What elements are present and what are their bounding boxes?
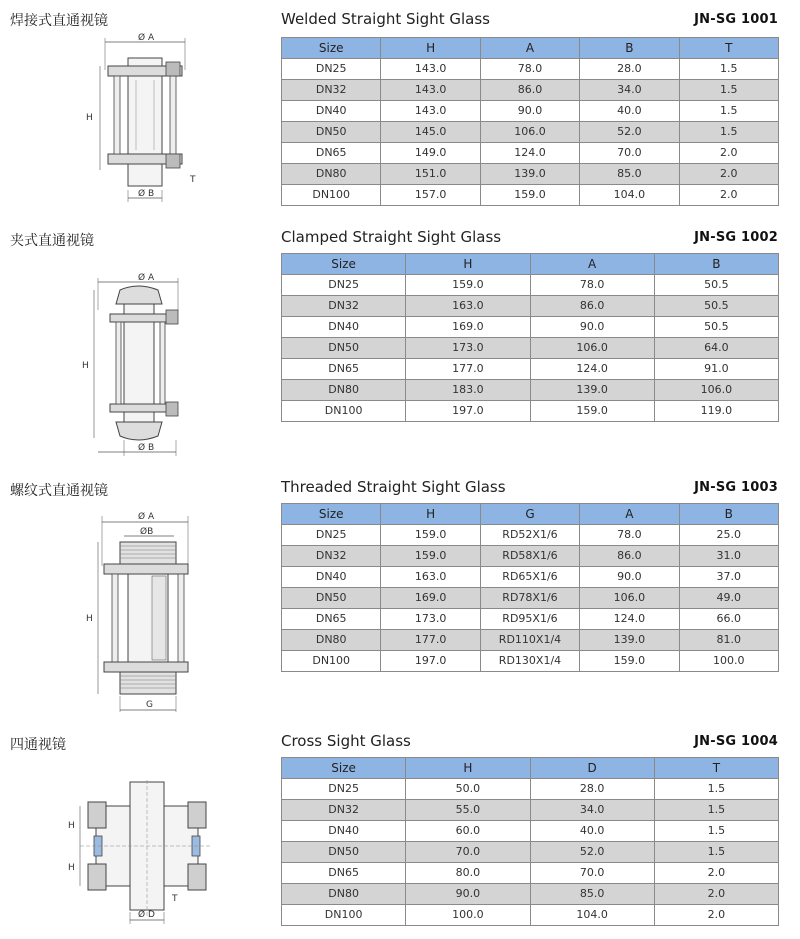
- table-cell: 106.0: [480, 122, 579, 143]
- table-cell: DN80: [282, 884, 406, 905]
- table-row: [282, 779, 779, 800]
- table-row: [282, 821, 779, 842]
- table-cell: 2.0: [654, 905, 778, 926]
- table-cell: 151.0: [381, 164, 480, 185]
- section-4-product-code: JN-SG 1004: [694, 734, 778, 749]
- table-cell: DN65: [282, 863, 406, 884]
- table-cell: 2.0: [679, 164, 778, 185]
- table-cell: 85.0: [580, 164, 679, 185]
- table-row: [282, 884, 779, 905]
- column-header: B: [679, 504, 778, 525]
- table-cell: 1.5: [679, 122, 778, 143]
- table-cell: 50.0: [406, 779, 530, 800]
- table-cell: 50.5: [654, 296, 778, 317]
- table-cell: 40.0: [530, 821, 654, 842]
- dim-label-h-bottom: H: [68, 863, 75, 873]
- dim-label-a: Ø A: [138, 273, 155, 283]
- column-header: H: [381, 38, 480, 59]
- table-cell: 66.0: [679, 609, 778, 630]
- table-cell: 91.0: [654, 359, 778, 380]
- table-cell: RD78X1/6: [480, 588, 579, 609]
- table-row: [282, 401, 779, 422]
- table-row: [282, 275, 779, 296]
- dim-label-h: H: [82, 361, 89, 371]
- column-header: Size: [282, 758, 406, 779]
- dim-label-b: Ø B: [138, 443, 155, 453]
- table-cell: 81.0: [679, 630, 778, 651]
- dim-label-h: H: [86, 113, 93, 123]
- table-cell: 157.0: [381, 185, 480, 206]
- table-cell: 159.0: [406, 275, 530, 296]
- table-cell: 86.0: [580, 546, 679, 567]
- table-cell: RD52X1/6: [480, 525, 579, 546]
- dim-label-h: H: [86, 614, 93, 624]
- table-cell: RD58X1/6: [480, 546, 579, 567]
- table-row: [282, 546, 779, 567]
- table-cell: DN25: [282, 59, 381, 80]
- table-cell: 55.0: [406, 800, 530, 821]
- table-cell: DN25: [282, 275, 406, 296]
- table-cell: 85.0: [530, 884, 654, 905]
- table-cell: 1.5: [679, 59, 778, 80]
- section-1-product-code: JN-SG 1001: [694, 12, 778, 27]
- table-row: [282, 525, 779, 546]
- table-cell: 143.0: [381, 80, 480, 101]
- table-cell: 163.0: [406, 296, 530, 317]
- section-3-product-code: JN-SG 1003: [694, 480, 778, 495]
- dim-label-b: Ø B: [138, 189, 155, 199]
- dim-label-d: Ø D: [138, 910, 155, 920]
- column-header: Size: [282, 504, 381, 525]
- table-cell: 177.0: [406, 359, 530, 380]
- table-cell: 28.0: [530, 779, 654, 800]
- column-header: D: [530, 758, 654, 779]
- table-cell: 40.0: [580, 101, 679, 122]
- table-cell: DN80: [282, 380, 406, 401]
- table-cell: 177.0: [381, 630, 480, 651]
- table-cell: 1.5: [654, 821, 778, 842]
- clamped-sight-glass-drawing: [80, 270, 220, 460]
- table-header-row: [282, 758, 779, 779]
- table-cell: 1.5: [679, 101, 778, 122]
- table-row: [282, 338, 779, 359]
- column-header: A: [580, 504, 679, 525]
- table-row: [282, 651, 779, 672]
- table-cell: 143.0: [381, 59, 480, 80]
- table-cell: DN32: [282, 546, 381, 567]
- table-cell: 124.0: [580, 609, 679, 630]
- table-cell: RD130X1/4: [480, 651, 579, 672]
- table-cell: 143.0: [381, 101, 480, 122]
- table-cell: 104.0: [580, 185, 679, 206]
- table-cell: 145.0: [381, 122, 480, 143]
- table-cell: 52.0: [580, 122, 679, 143]
- table-cell: 78.0: [530, 275, 654, 296]
- section-4-en-title: Cross Sight Glass: [281, 732, 411, 750]
- table-row: [282, 609, 779, 630]
- table-cell: 64.0: [654, 338, 778, 359]
- table-row: [282, 380, 779, 401]
- table-cell: 104.0: [530, 905, 654, 926]
- table-row: [282, 863, 779, 884]
- column-header: Size: [282, 254, 406, 275]
- table-cell: 159.0: [530, 401, 654, 422]
- clamped-spec-table: [281, 253, 779, 422]
- table-cell: 70.0: [530, 863, 654, 884]
- table-cell: 173.0: [406, 338, 530, 359]
- table-cell: DN65: [282, 143, 381, 164]
- dim-label-t: T: [190, 175, 196, 185]
- table-cell: 1.5: [654, 779, 778, 800]
- table-cell: DN80: [282, 630, 381, 651]
- table-cell: 25.0: [679, 525, 778, 546]
- section-2-product-code: JN-SG 1002: [694, 230, 778, 245]
- table-cell: 124.0: [530, 359, 654, 380]
- table-cell: 2.0: [679, 143, 778, 164]
- table-cell: 100.0: [406, 905, 530, 926]
- table-row: [282, 80, 779, 101]
- section-2-en-title: Clamped Straight Sight Glass: [281, 228, 502, 246]
- table-cell: 169.0: [406, 317, 530, 338]
- column-header: T: [654, 758, 778, 779]
- table-row: [282, 359, 779, 380]
- table-cell: DN65: [282, 609, 381, 630]
- table-cell: RD65X1/6: [480, 567, 579, 588]
- table-cell: 60.0: [406, 821, 530, 842]
- column-header: A: [480, 38, 579, 59]
- table-row: [282, 800, 779, 821]
- table-cell: 119.0: [654, 401, 778, 422]
- table-cell: 159.0: [480, 185, 579, 206]
- table-cell: 106.0: [654, 380, 778, 401]
- table-cell: DN32: [282, 296, 406, 317]
- table-cell: DN50: [282, 338, 406, 359]
- table-cell: 197.0: [381, 651, 480, 672]
- threaded-sight-glass-drawing: [80, 506, 220, 716]
- section-3-cn-title: 螺纹式直通视镜: [10, 483, 108, 499]
- table-cell: 106.0: [530, 338, 654, 359]
- table-cell: 90.0: [580, 567, 679, 588]
- table-cell: 49.0: [679, 588, 778, 609]
- column-header: T: [679, 38, 778, 59]
- table-cell: 78.0: [480, 59, 579, 80]
- table-cell: 50.5: [654, 275, 778, 296]
- column-header: Size: [282, 38, 381, 59]
- column-header: A: [530, 254, 654, 275]
- table-row: [282, 588, 779, 609]
- dim-label-a: Ø A: [138, 33, 155, 43]
- table-row: [282, 567, 779, 588]
- table-cell: 159.0: [381, 546, 480, 567]
- table-cell: 100.0: [679, 651, 778, 672]
- table-cell: 2.0: [654, 863, 778, 884]
- table-cell: 31.0: [679, 546, 778, 567]
- dim-label-a: Ø A: [138, 512, 155, 522]
- dim-label-h-top: H: [68, 821, 75, 831]
- section-4-cn-title: 四通视镜: [10, 737, 66, 753]
- table-cell: DN25: [282, 779, 406, 800]
- table-cell: RD95X1/6: [480, 609, 579, 630]
- table-row: [282, 185, 779, 206]
- table-cell: DN100: [282, 905, 406, 926]
- table-cell: 106.0: [580, 588, 679, 609]
- table-cell: 1.5: [654, 842, 778, 863]
- table-cell: 2.0: [654, 884, 778, 905]
- table-cell: DN40: [282, 317, 406, 338]
- table-cell: DN25: [282, 525, 381, 546]
- table-cell: 183.0: [406, 380, 530, 401]
- table-cell: DN100: [282, 185, 381, 206]
- table-cell: DN65: [282, 359, 406, 380]
- table-cell: 70.0: [406, 842, 530, 863]
- table-cell: DN50: [282, 122, 381, 143]
- table-header-row: [282, 38, 779, 59]
- table-cell: DN40: [282, 101, 381, 122]
- dim-label-b: ØB: [140, 527, 154, 537]
- table-cell: 197.0: [406, 401, 530, 422]
- table-cell: 139.0: [480, 164, 579, 185]
- table-header-row: [282, 254, 779, 275]
- table-cell: 28.0: [580, 59, 679, 80]
- table-cell: DN40: [282, 567, 381, 588]
- dim-label-g: G: [146, 700, 153, 710]
- table-row: [282, 143, 779, 164]
- table-cell: DN100: [282, 651, 381, 672]
- table-cell: 90.0: [530, 317, 654, 338]
- table-cell: 52.0: [530, 842, 654, 863]
- table-cell: 80.0: [406, 863, 530, 884]
- table-cell: 124.0: [480, 143, 579, 164]
- section-1-cn-title: 焊接式直通视镜: [10, 13, 108, 29]
- table-cell: DN50: [282, 588, 381, 609]
- table-cell: 86.0: [480, 80, 579, 101]
- table-cell: DN40: [282, 821, 406, 842]
- table-cell: DN50: [282, 842, 406, 863]
- table-cell: DN32: [282, 80, 381, 101]
- table-row: [282, 122, 779, 143]
- welded-spec-table: [281, 37, 779, 206]
- table-cell: DN32: [282, 800, 406, 821]
- table-row: [282, 101, 779, 122]
- welded-sight-glass-drawing: [80, 30, 220, 210]
- table-cell: RD110X1/4: [480, 630, 579, 651]
- table-cell: 2.0: [679, 185, 778, 206]
- column-header: H: [406, 254, 530, 275]
- table-cell: 34.0: [580, 80, 679, 101]
- table-cell: 37.0: [679, 567, 778, 588]
- table-cell: 163.0: [381, 567, 480, 588]
- table-cell: 159.0: [580, 651, 679, 672]
- table-row: [282, 317, 779, 338]
- section-3-en-title: Threaded Straight Sight Glass: [281, 478, 506, 496]
- table-cell: 1.5: [679, 80, 778, 101]
- table-cell: 50.5: [654, 317, 778, 338]
- table-row: [282, 296, 779, 317]
- table-cell: 90.0: [480, 101, 579, 122]
- section-1-en-title: Welded Straight Sight Glass: [281, 10, 490, 28]
- table-cell: DN100: [282, 401, 406, 422]
- dim-label-t: T: [172, 894, 178, 904]
- table-cell: 139.0: [580, 630, 679, 651]
- column-header: G: [480, 504, 579, 525]
- column-header: B: [654, 254, 778, 275]
- section-2-cn-title: 夹式直通视镜: [10, 233, 94, 249]
- table-cell: 139.0: [530, 380, 654, 401]
- table-cell: 169.0: [381, 588, 480, 609]
- table-row: [282, 59, 779, 80]
- table-row: [282, 630, 779, 651]
- column-header: B: [580, 38, 679, 59]
- table-row: [282, 842, 779, 863]
- table-cell: 173.0: [381, 609, 480, 630]
- threaded-spec-table: [281, 503, 779, 672]
- column-header: H: [381, 504, 480, 525]
- table-cell: 90.0: [406, 884, 530, 905]
- table-cell: 149.0: [381, 143, 480, 164]
- table-cell: 159.0: [381, 525, 480, 546]
- table-cell: 78.0: [580, 525, 679, 546]
- cross-sight-glass-drawing: [60, 776, 230, 926]
- cross-spec-table: [281, 757, 779, 926]
- table-row: [282, 164, 779, 185]
- table-cell: 70.0: [580, 143, 679, 164]
- table-cell: 1.5: [654, 800, 778, 821]
- table-cell: 34.0: [530, 800, 654, 821]
- table-header-row: [282, 504, 779, 525]
- table-cell: DN80: [282, 164, 381, 185]
- column-header: H: [406, 758, 530, 779]
- table-row: [282, 905, 779, 926]
- table-cell: 86.0: [530, 296, 654, 317]
